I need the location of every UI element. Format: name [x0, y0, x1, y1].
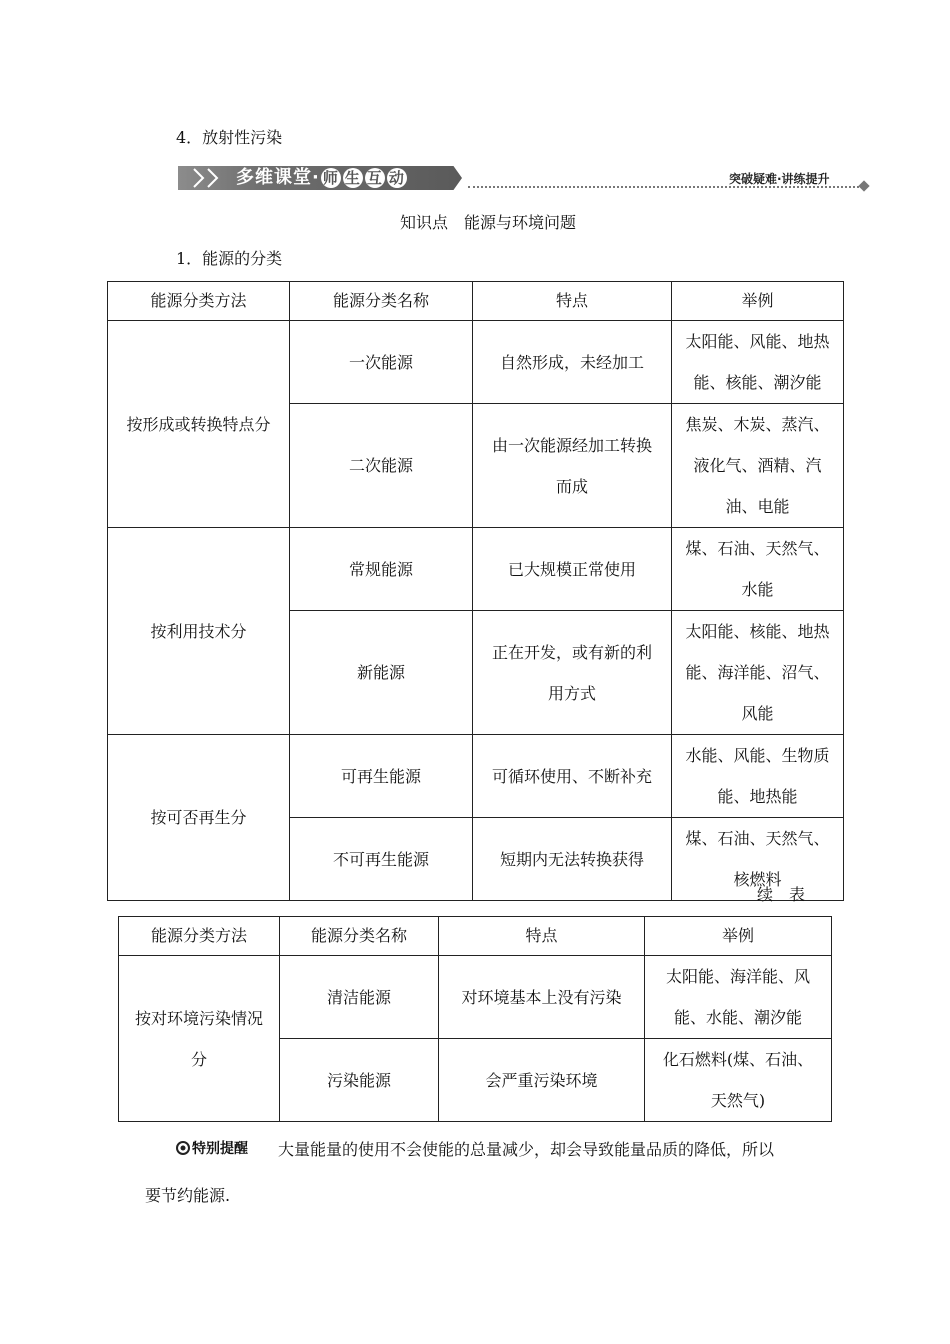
energy-classification-table	[107, 281, 844, 901]
banner-title-text: 多维课堂·	[236, 167, 320, 188]
example-line: 化石燃料(煤、石油、	[662, 1050, 814, 1069]
method-line: 按对环境污染情况	[134, 1008, 263, 1028]
name-cell: 一次能源	[290, 321, 473, 404]
name-cell: 二次能源	[290, 404, 473, 528]
feature-cell	[473, 611, 672, 735]
example-line: 能、海洋能、沼气、	[685, 663, 830, 682]
feature-cell	[473, 404, 672, 528]
method-text: 按形成或转换特点分	[126, 414, 271, 434]
example-line: 水能、风能、生物质	[685, 746, 830, 765]
name-cell: 不可再生能源	[290, 818, 473, 901]
name-cell: 新能源	[290, 611, 473, 735]
example-line: 天然气)	[710, 1091, 766, 1110]
header-cell: 能源分类方法	[119, 917, 280, 956]
section-banner	[178, 164, 868, 194]
header-cell: 能源分类名称	[280, 917, 439, 956]
feature-cell	[473, 735, 672, 818]
example-line: 太阳能、核能、地热	[685, 622, 830, 641]
example-cell	[672, 321, 844, 404]
header-cell: 能源分类名称	[290, 282, 473, 321]
example-line: 焦炭、木炭、蒸汽、	[685, 415, 830, 434]
example-line: 煤、石油、天然气、	[685, 539, 830, 558]
bullet-circle-icon	[176, 1141, 190, 1155]
example-line: 能、核能、潮汐能	[693, 373, 822, 392]
feature-line: 由一次能源经加工转换	[491, 435, 652, 455]
example-line: 水能	[741, 580, 774, 599]
method-cell	[119, 956, 280, 1122]
table-row	[108, 528, 844, 611]
table-row	[119, 956, 832, 1039]
example-line: 油、电能	[725, 497, 790, 516]
feature-cell	[473, 321, 672, 404]
example-line: 液化气、酒精、汽	[693, 456, 822, 475]
example-cell	[645, 1039, 832, 1122]
banner-title	[236, 167, 408, 189]
banner-char: 动	[388, 169, 405, 187]
example-line: 太阳能、海洋能、风	[665, 967, 810, 986]
header-cell: 特点	[439, 917, 645, 956]
table-row	[108, 321, 844, 404]
energy-classification-table-continued	[118, 916, 832, 1122]
table-row	[108, 735, 844, 818]
example-cell	[672, 404, 844, 528]
special-remark-text-continued: 要节约能源.	[145, 1186, 231, 1205]
example-line: 能、地热能	[717, 787, 798, 806]
name-cell: 污染能源	[280, 1039, 439, 1122]
example-line: 能、水能、潮汐能	[673, 1008, 802, 1027]
method-cell	[108, 321, 290, 528]
method-cell	[108, 528, 290, 735]
knowledge-point-title: 知识点 能源与环境问题	[400, 213, 577, 232]
name-cell: 清洁能源	[280, 956, 439, 1039]
example-line: 风能	[741, 704, 774, 723]
banner-char: 师	[322, 169, 339, 187]
name-cell: 可再生能源	[290, 735, 473, 818]
section-1-title: 1．能源的分类	[176, 249, 283, 268]
feature-line: 正在开发，或有新的利	[491, 642, 652, 662]
diamond-icon	[858, 180, 869, 191]
method-cell	[108, 735, 290, 901]
feature-line: 会严重污染环境	[485, 1070, 598, 1090]
method-text: 按可否再生分	[150, 808, 247, 827]
header-cell: 能源分类方法	[108, 282, 290, 321]
item-4-heading: 4．放射性污染	[176, 128, 283, 147]
name-cell: 常规能源	[290, 528, 473, 611]
header-cell: 举例	[672, 282, 844, 321]
feature-cell	[439, 1039, 645, 1122]
dotted-rule	[468, 186, 863, 188]
method-line: 分	[190, 1049, 207, 1069]
feature-cell	[473, 818, 672, 901]
table-header-row	[108, 282, 844, 321]
feature-cell	[439, 956, 645, 1039]
header-cell: 举例	[645, 917, 832, 956]
example-line: 核燃料	[733, 870, 782, 889]
banner-subtitle: 突破疑难·讲练提升	[729, 172, 830, 186]
special-remark-label: 特别提醒	[192, 1141, 248, 1157]
example-cell	[672, 528, 844, 611]
continued-label: 续 表	[757, 885, 806, 904]
banner-char: 互	[366, 169, 383, 187]
feature-line: 自然形成，未经加工	[499, 352, 644, 372]
example-line: 煤、石油、天然气、	[685, 829, 830, 848]
chevron-right-icon	[206, 167, 220, 189]
feature-line: 用方式	[547, 683, 596, 703]
feature-line: 而成	[555, 476, 588, 496]
special-remark-text: 大量能量的使用不会使能的总量减少，却会导致能量品质的降低，所以	[278, 1140, 775, 1159]
example-cell	[672, 735, 844, 818]
example-cell	[645, 956, 832, 1039]
table-header-row	[119, 917, 832, 956]
example-line: 太阳能、风能、地热	[685, 332, 830, 351]
feature-line: 已大规模正常使用	[507, 559, 636, 579]
feature-cell	[473, 528, 672, 611]
banner-char: 生	[344, 169, 361, 187]
feature-line: 对环境基本上没有污染	[461, 987, 622, 1007]
header-cell: 特点	[473, 282, 672, 321]
feature-line: 短期内无法转换获得	[499, 849, 644, 869]
chevron-right-icon	[192, 167, 206, 189]
method-text: 按利用技术分	[150, 621, 247, 641]
feature-line: 可循环使用、不断补充	[491, 766, 652, 786]
example-cell	[672, 611, 844, 735]
